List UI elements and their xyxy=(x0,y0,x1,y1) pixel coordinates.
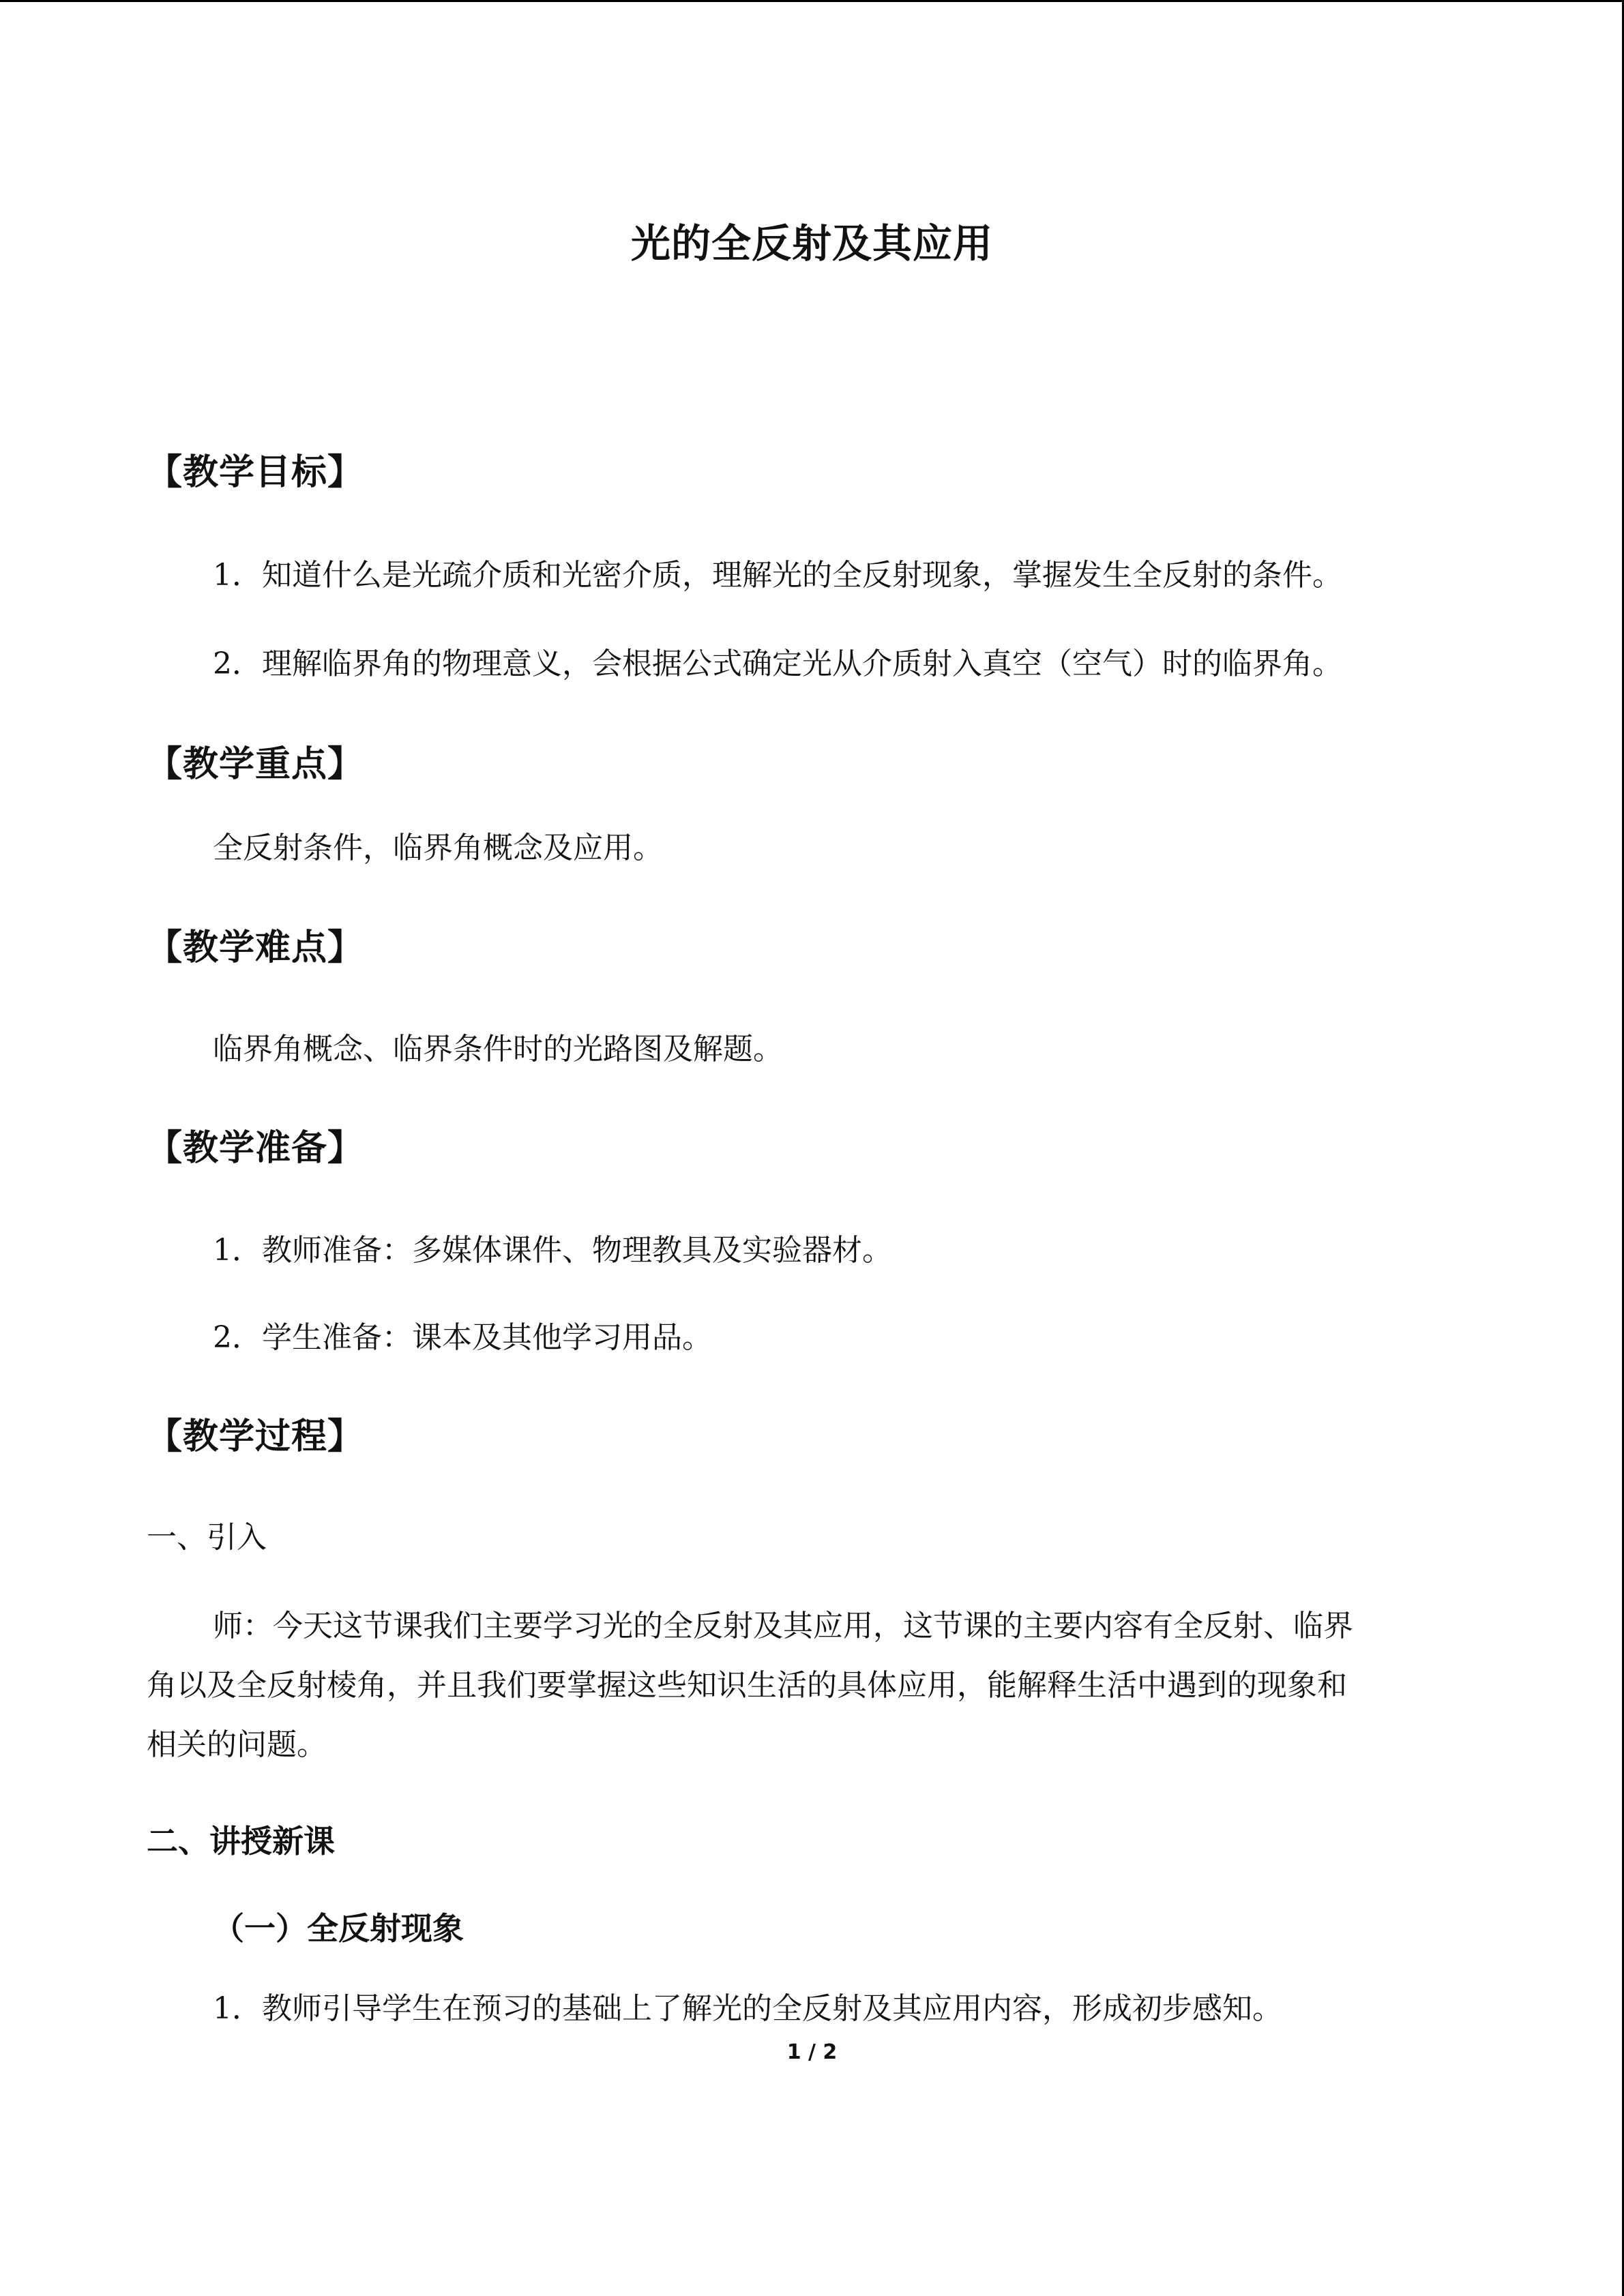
new-lesson-item-1: 1．教师引导学生在预习的基础上了解光的全反射及其应用内容，形成初步感知。 xyxy=(213,1991,1282,2026)
objective-item-1: 1．知道什么是光疏介质和光密介质，理解光的全反射现象，掌握发生全反射的条件。 xyxy=(213,558,1342,593)
preparation-item-2: 2．学生准备：课本及其他学习用品。 xyxy=(213,1320,712,1355)
new-lesson-subheading: （一）全反射现象 xyxy=(213,1910,464,1947)
intro-line-3: 相关的问题。 xyxy=(147,1727,327,1762)
new-lesson-heading: 二、讲授新课 xyxy=(147,1823,335,1860)
objectives-heading: 【教学目标】 xyxy=(147,451,364,493)
key-points-heading: 【教学重点】 xyxy=(147,743,364,785)
intro-line-1: 师：今天这节课我们主要学习光的全反射及其应用，这节课的主要内容有全反射、临界 xyxy=(213,1609,1353,1643)
preparation-heading: 【教学准备】 xyxy=(147,1127,364,1169)
intro-line-2: 角以及全反射棱角，并且我们要掌握这些知识生活的具体应用，能解释生活中遇到的现象和 xyxy=(147,1668,1347,1703)
objective-item-2: 2．理解临界角的物理意义，会根据公式确定光从介质射入真空（空气）时的临界角。 xyxy=(213,646,1342,681)
page-number: 1 / 2 xyxy=(786,2040,838,2064)
key-points-text: 全反射条件，临界角概念及应用。 xyxy=(213,831,663,865)
page-border-top xyxy=(0,0,1624,2)
difficulties-text: 临界角概念、临界条件时的光路图及解题。 xyxy=(213,1032,783,1067)
preparation-item-1: 1．教师准备：多媒体课件、物理教具及实验器材。 xyxy=(213,1233,892,1268)
document-title: 光的全反射及其应用 xyxy=(630,220,993,267)
difficulties-heading: 【教学难点】 xyxy=(147,927,364,968)
intro-heading: 一、引入 xyxy=(147,1520,267,1555)
process-heading: 【教学过程】 xyxy=(147,1416,364,1457)
